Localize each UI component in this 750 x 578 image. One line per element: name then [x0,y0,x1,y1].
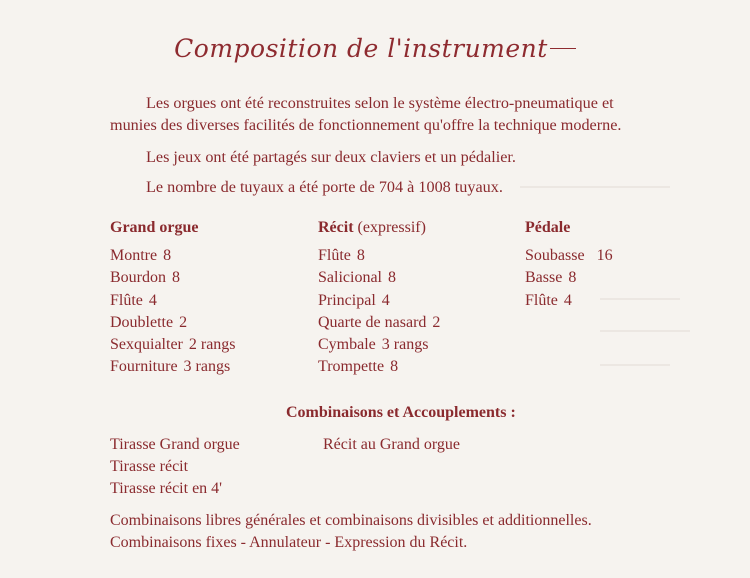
combination-item: Tirasse récit en 4' [110,480,223,497]
stop-name: Montre [110,247,158,264]
stop-item [525,290,613,312]
page-title [0,34,750,63]
combination-item: Tirasse récit [110,458,189,475]
stop-name: Soubasse [525,247,585,264]
paragraph-3: Le nombre de tuyaux a été porte de 704 à 1008 tuyaux. [146,178,503,196]
stop-item [318,312,440,334]
stop-item [318,267,440,289]
bleed-through-mark [520,186,670,188]
division-heading-name: Récit [318,219,354,236]
stop-item [525,267,613,289]
stop-item [110,312,236,334]
stop-name: Quarte de nasard [318,313,427,331]
stop-name: Salicional [318,269,382,287]
combinations-footer-line-2: Combinaisons fixes - Annulateur - Expression du Récit. [110,534,468,551]
bleed-through-mark [600,330,690,332]
bleed-through-mark [600,364,670,366]
stop-value: 8 [163,247,172,264]
stop-name: Principal [318,291,376,309]
combinations-footer-line-1: Combinaisons libres générales et combinaisons divisibles et additionnelles. [110,512,592,529]
stop-name: Cymbale [318,336,376,354]
stop-name: Basse [525,269,563,287]
stop-item [318,356,440,378]
stop-name: Trompette [318,358,385,376]
combinations-heading: Combinaisons et Accouplements : [286,404,516,421]
page-title-text: Composition de l'instrument [174,34,548,63]
stop-item [525,245,613,267]
stop-name: Fourniture [110,358,178,376]
division-heading: Grand orgue [110,219,199,236]
stop-value: 2 [432,313,441,331]
division-heading [318,217,440,239]
stop-item [110,245,236,267]
stop-name: Flûte [110,291,143,309]
paragraph-1-line-1: Les orgues ont été reconstruites selon le système électro-pneumatique et [146,94,614,112]
stop-value: 8 [568,269,577,287]
stop-name: Doublette [110,313,174,331]
paragraph-1-line-2: munies des diverses facilités de fonctionnement qu'offre la technique moderne. [110,116,622,134]
stop-item [318,290,440,312]
stop-value: 2 [179,313,188,331]
combination-item: Tirasse Grand orgue [110,436,240,453]
stop-name: Flûte [318,247,351,264]
stop-value: 8 [172,269,180,287]
stop-value: 3 rangs [381,336,429,354]
division-grand-orgue [110,217,236,379]
stop-value: 8 [387,269,396,287]
stop-value: 8 [356,247,365,264]
paragraph-2: Les jeux ont été partagés sur deux claviers et un pédalier. [146,148,516,166]
stop-value: 4 [381,291,390,309]
division-heading-suffix: (expressif) [357,219,426,236]
stop-value: 8 [390,358,399,376]
division-pedale [525,217,613,312]
stop-item [110,356,236,378]
division-heading: Pédale [525,219,571,236]
stop-value: 16 [596,247,613,264]
stop-item [110,267,236,289]
stop-item [110,334,236,356]
division-recit [318,217,440,379]
stop-item [110,290,236,312]
stop-name: Flûte [525,291,558,309]
combination-item: Récit au Grand orgue [323,436,460,453]
title-flourish [550,48,576,49]
stop-name: Bourdon [110,269,166,287]
stop-item [318,245,440,267]
stop-value: 4 [148,291,157,309]
stop-name: Sexquialter [110,336,183,354]
stop-value: 3 rangs [183,358,231,376]
stop-item [318,334,440,356]
stop-value: 2 rangs [188,336,236,354]
stop-value: 4 [563,291,572,309]
